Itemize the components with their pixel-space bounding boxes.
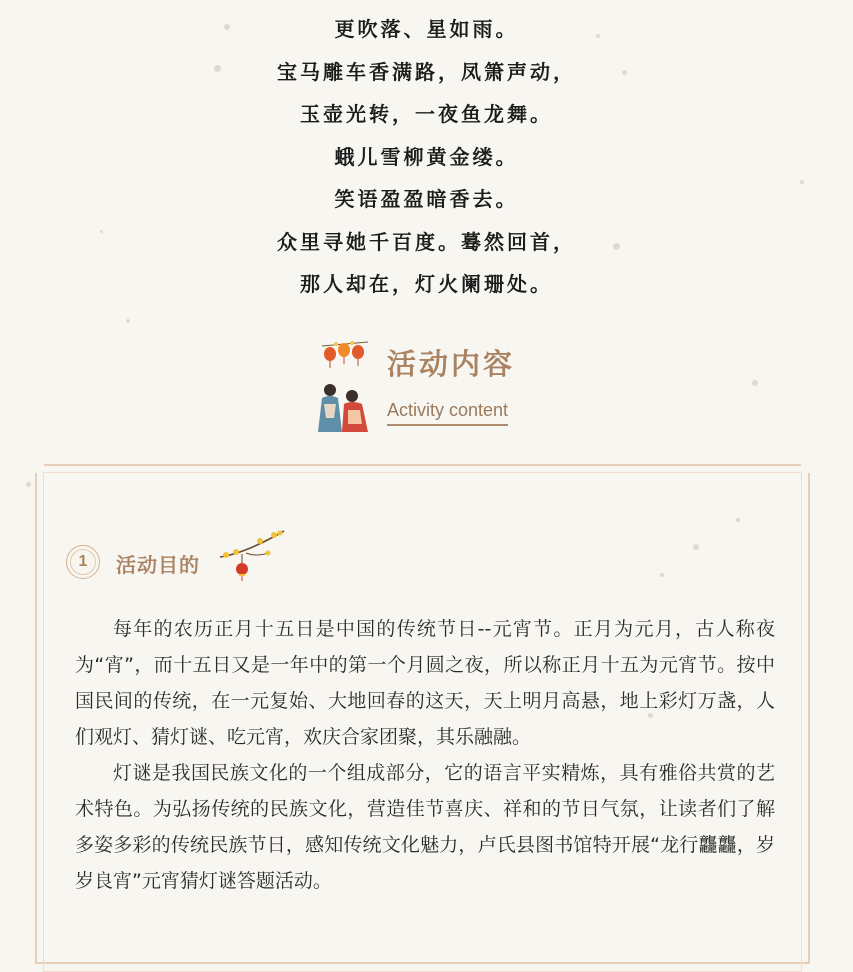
section-title: 活动内容	[387, 347, 516, 381]
frame-corner	[28, 457, 44, 473]
lantern-couple-illustration	[312, 338, 374, 434]
plum-blossom-lantern-icon	[216, 527, 288, 583]
number-badge	[66, 545, 100, 579]
body-text	[75, 611, 775, 899]
poem-line: 蛾儿雪柳黄金缕。	[334, 144, 519, 169]
poem-line: 笑语盈盈暗香去。	[334, 187, 519, 211]
subsection-heading	[66, 527, 326, 587]
section-header	[312, 338, 552, 438]
body-paragraph: 灯谜是我国民族文化的一个组成部分，它的语言平实精炼，具有雅俗共赏的艺术特色。为弘扬传统的民族文化，营造佳节喜庆、祥和的节日气氛，让读者们了解多姿多彩的传统民族节日，感知传统文化魅力，卢氏县图书馆特开展“龙行龘龘，岁岁良宵”元宵猜灯谜答题活动。	[75, 762, 775, 892]
poem-line: 众里寻她千百度。蓦然回首，	[277, 229, 576, 254]
poem-line: 更吹落、星如雨。	[334, 17, 519, 41]
body-paragraph: 每年的农历正月十五日是中国的传统节日--元宵节。正月为元月，古人称夜为“宵”，而十五日又是一年中的第一个月圆之夜，所以称正月十五为元宵节。按中国民间的传统，在一元复始、大地回春的这天，天上明月高悬，地上彩灯万盏，人们观灯、猜灯谜、吃元宵，欢庆合家团聚，其乐融融。	[75, 618, 775, 748]
poem-line: 那人却在，灯火阑珊处。	[300, 272, 553, 296]
number-badge-value: 1	[70, 549, 96, 575]
poem-line: 宝马雕车香满路，凤箫声动，	[277, 59, 576, 84]
poem	[0, 8, 853, 306]
subsection-title: 活动目的	[116, 553, 200, 577]
frame-corner	[801, 457, 817, 473]
poem-line: 玉壶光转，一夜鱼龙舞。	[300, 102, 553, 126]
section-subtitle: Activity content	[387, 400, 508, 426]
